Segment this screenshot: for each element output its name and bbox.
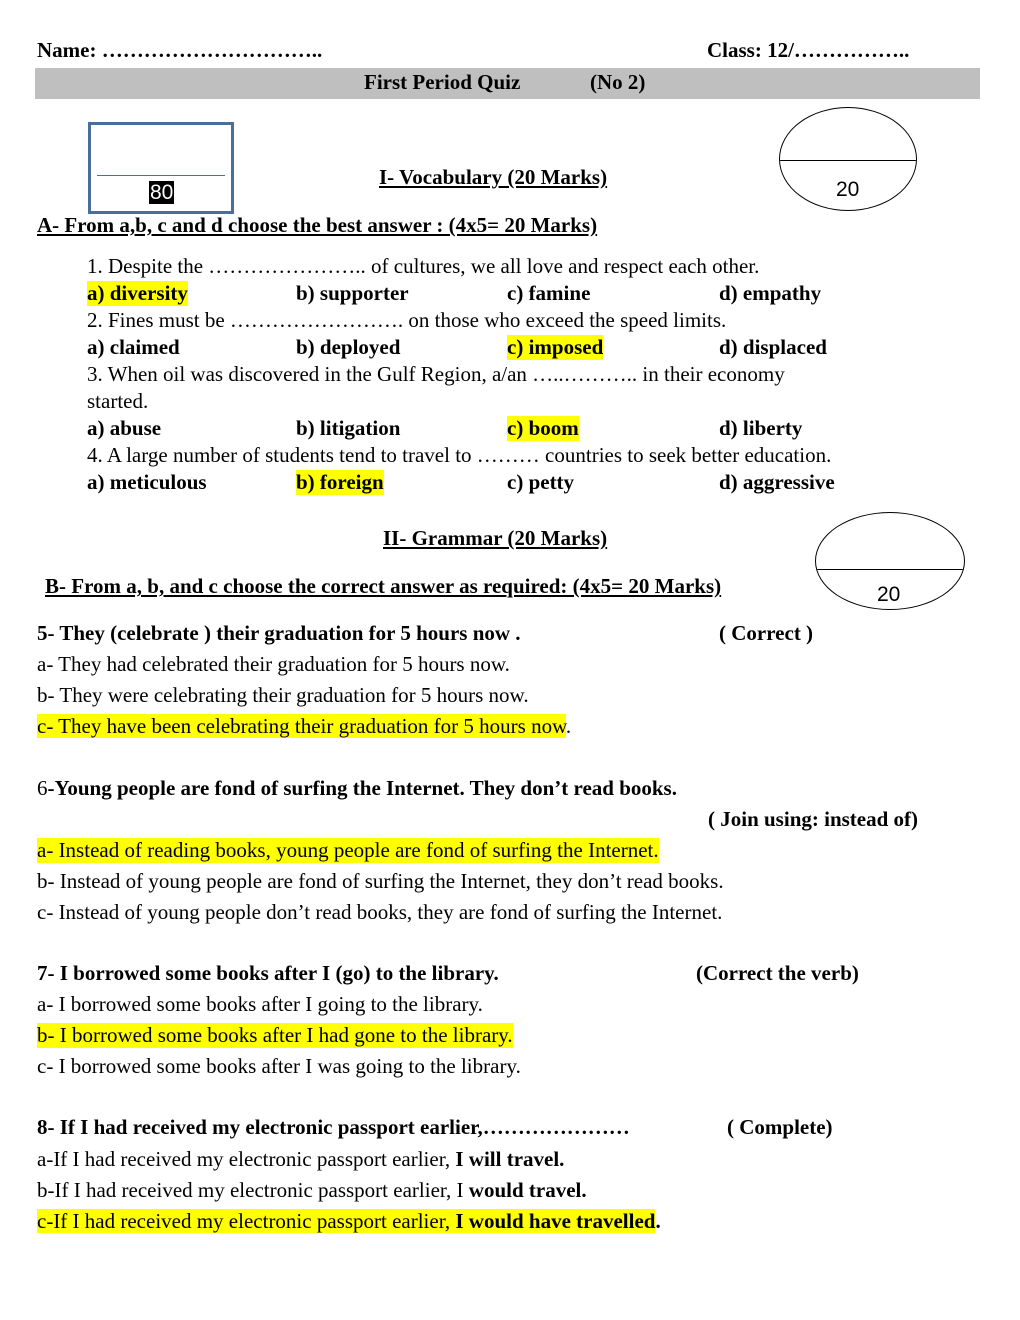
grammar-score-oval xyxy=(815,512,965,610)
grammar-q5-option-c[interactable] xyxy=(37,714,571,739)
grammar-q6-option-a[interactable]: a- Instead of reading books, young people are fond of surfing the Internet. xyxy=(37,838,659,862)
grammar-question-7: 7- I borrowed some books after I (go) to the library. xyxy=(37,961,499,985)
grammar-q5-task: ( Correct ) xyxy=(719,621,814,645)
vocab-q3-option-d[interactable]: d) liberty xyxy=(719,416,803,440)
grammar-q6-task: ( Join using: instead of) xyxy=(708,807,919,831)
grammar-heading: II- Grammar (20 Marks) xyxy=(383,526,608,550)
grammar-question-6 xyxy=(37,776,677,801)
option-bold-text: I would have travelled xyxy=(455,1209,656,1233)
period: . xyxy=(655,1209,661,1233)
grammar-q8-option-a[interactable] xyxy=(37,1147,564,1172)
vocab-q3-option-a[interactable]: a) abuse xyxy=(87,416,162,440)
class-field[interactable]: Class: 12/…………….. xyxy=(707,38,910,62)
grammar-instruction: B- From a, b, and c choose the correct answer as required: (4x5= 20 Marks) xyxy=(45,574,722,598)
vocab-q4-option-d[interactable]: d) aggressive xyxy=(719,470,835,494)
grammar-q8-option-c[interactable] xyxy=(37,1209,661,1234)
vocab-question-1: 1. Despite the ………………….. of cultures, we all love and respect each other. xyxy=(87,254,760,278)
option-text: b-If I had received my electronic passport earlier, I xyxy=(37,1178,469,1202)
option-bold-text: I will travel. xyxy=(455,1147,565,1171)
vocab-q2-option-c[interactable]: c) imposed xyxy=(507,335,604,359)
vocab-q2-option-b[interactable]: b) deployed xyxy=(296,335,401,359)
grammar-q8-task: ( Complete) xyxy=(727,1115,833,1139)
question-number: 6 xyxy=(37,776,48,800)
grammar-question-8: 8- If I had received my electronic passport earlier,………………… xyxy=(37,1115,630,1139)
vocab-q3-option-b[interactable]: b) litigation xyxy=(296,416,401,440)
vocab-q4-option-c[interactable]: c) petty xyxy=(507,470,575,494)
vocab-score-oval xyxy=(779,107,917,211)
grammar-q7-option-c[interactable]: c- I borrowed some books after I was going to the library. xyxy=(37,1054,521,1078)
name-field[interactable]: Name: ………………………….. xyxy=(37,38,323,62)
vocab-score: 20 xyxy=(836,178,860,201)
score-divider xyxy=(97,175,225,176)
option-text: c-If I had received my electronic passport earlier, xyxy=(37,1209,456,1233)
quiz-number: (No 2) xyxy=(590,70,646,94)
vocab-question-3-cont: started. xyxy=(87,389,149,413)
vocab-question-2: 2. Fines must be ……………………. on those who exceed the speed limits. xyxy=(87,308,727,332)
grammar-q5-option-b[interactable]: b- They were celebrating their graduation for 5 hours now. xyxy=(37,683,529,707)
grammar-q7-task: (Correct the verb) xyxy=(696,961,859,985)
period: . xyxy=(565,714,572,738)
vocab-q2-option-d[interactable]: d) displaced xyxy=(719,335,827,359)
oval-divider xyxy=(780,160,916,161)
total-score-box xyxy=(88,122,234,214)
vocab-instruction: A- From a,b, c and d choose the best answer : (4x5= 20 Marks) xyxy=(37,213,598,237)
vocab-q1-option-a[interactable]: a) diversity xyxy=(87,281,188,305)
grammar-q5-option-a[interactable]: a- They had celebrated their graduation for 5 hours now. xyxy=(37,652,510,676)
quiz-title: First Period Quiz xyxy=(364,70,521,94)
vocab-q1-option-c[interactable]: c) famine xyxy=(507,281,591,305)
grammar-q6-option-c[interactable]: c- Instead of young people don’t read books, they are fond of surfing the Internet. xyxy=(37,900,723,924)
vocab-q3-option-c[interactable]: c) boom xyxy=(507,416,579,440)
vocab-q4-option-a[interactable]: a) meticulous xyxy=(87,470,207,494)
grammar-q7-option-b[interactable]: b- I borrowed some books after I had gone to the library. xyxy=(37,1023,513,1047)
grammar-q7-option-a[interactable]: a- I borrowed some books after I going to the library. xyxy=(37,992,483,1016)
grammar-q8-option-b[interactable] xyxy=(37,1178,587,1203)
option-text: a-If I had received my electronic passport earlier, xyxy=(37,1147,456,1171)
vocab-question-4: 4. A large number of students tend to travel to ……… countries to seek better education. xyxy=(87,443,832,467)
vocab-question-3: 3. When oil was discovered in the Gulf Region, a/an …..……….. in their economy xyxy=(87,362,785,386)
grammar-q5-option-c-text: c- They have been celebrating their graduation for 5 hours now xyxy=(37,714,566,738)
grammar-question-5: 5- They (celebrate ) their graduation for 5 hours now . xyxy=(37,621,521,645)
vocab-heading: I- Vocabulary (20 Marks) xyxy=(379,165,608,189)
total-score: 80 xyxy=(150,181,174,204)
option-bold-text: would travel. xyxy=(468,1178,587,1202)
vocab-q1-option-d[interactable]: d) empathy xyxy=(719,281,822,305)
oval-divider xyxy=(816,569,964,570)
vocab-q1-option-b[interactable]: b) supporter xyxy=(296,281,409,305)
grammar-q6-option-b[interactable]: b- Instead of young people are fond of surfing the Internet, they don’t read books. xyxy=(37,869,724,893)
vocab-q2-option-a[interactable]: a) claimed xyxy=(87,335,180,359)
vocab-q4-option-b[interactable]: b) foreign xyxy=(296,470,384,494)
question-stem: -Young people are fond of surfing the Internet. They don’t read books. xyxy=(47,776,677,800)
grammar-score: 20 xyxy=(877,583,901,606)
